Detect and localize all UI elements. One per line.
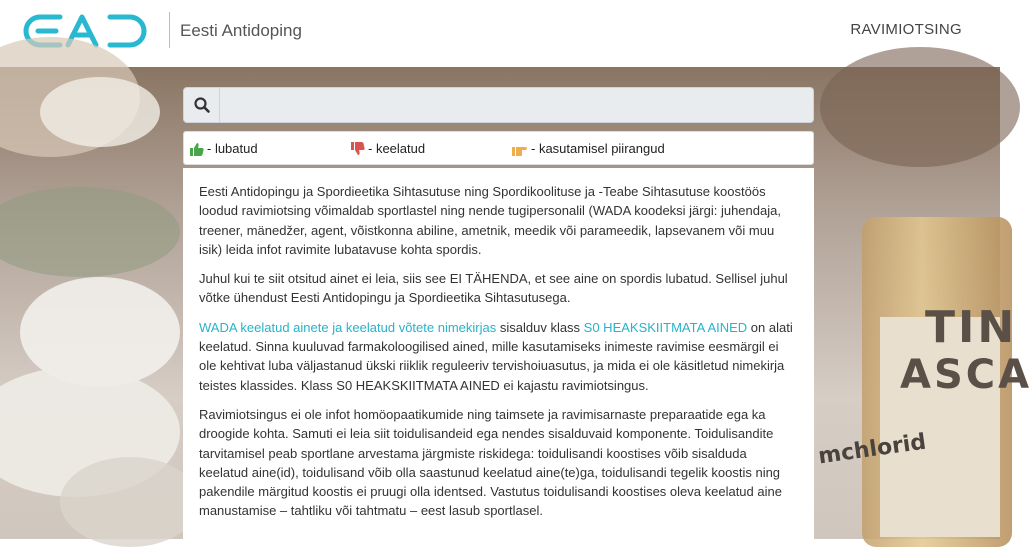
info-paragraph-3 xyxy=(199,318,798,395)
info-paragraph-4: Ravimiotsingus ei ole infot homöopaatikumide ning taimsete ja ravimisarnaste preparaatide ega ka droogide kohta. Samuti ei leia siit toidulisandeid ega nendes sisalduvaid komponente. Toidulisandite tarvitamisel peab sportlane arvestama järgmiste riskidega: toidulisandi koostises võib sisalduda keelatud aine(id), toidulisand võib olla saastunud keelatud aine(te)ga, toidulisandi tegelik koostis ning pakendile märgitud koostis ei pruugi olla identsed. Vastutus toidulisandi koostises oleva keelatud aine manustamise – tahtliku või tahtmatu – eest lasub sportlasel. xyxy=(199,406,782,519)
nav-ravimiotsing[interactable]: RAVIMIOTSING xyxy=(850,21,962,38)
legend-prohibited-label: - keelatud xyxy=(368,141,426,156)
site-header xyxy=(0,0,1000,67)
legend-prohibited xyxy=(351,141,425,156)
info-card xyxy=(183,168,814,548)
thumbs-up-icon xyxy=(190,142,204,156)
brand-name[interactable]: Eesti Antidoping xyxy=(180,21,302,40)
p3-rest-text: on alati keelatud. Sinna kuuluvad farmakoloogilised ained, mille kasutamiseks inimeste ravimise eesmärgil ei ole kehtivat luba väljastanud ükski riiklik reguleeriv tervishoiuasutus, ja mida ei ole käsitletud nimekirja teistes klassides. Klass S0 HEAKSKIITMATA AINED ei kajastu ravimiotsingus. xyxy=(199,319,793,393)
info-paragraph-2: Juhul kui te siit otsitud ainet ei leia, siis see EI TÄHENDA, et see aine on spordis lubatud. Sellisel juhul võtke ühendust Eesti Antidopingu ja Spordieetika Sihtasutusega. xyxy=(199,271,788,306)
p3-mid-text: sisalduv klass xyxy=(496,319,584,335)
wada-list-link[interactable]: WADA keelatud ainete ja keelatud võtete nimekirjas xyxy=(199,319,497,335)
bottle-text-3: mchlorid xyxy=(816,429,928,470)
bottle-text-1: TIN xyxy=(925,302,1018,353)
search-input[interactable] xyxy=(221,88,813,122)
search-button[interactable] xyxy=(184,88,220,122)
legend-allowed xyxy=(190,141,258,156)
search-icon xyxy=(194,97,210,113)
legend-restricted-label: - kasutamisel piirangud xyxy=(531,141,665,156)
logo-divider xyxy=(169,12,170,48)
thumbs-down-icon xyxy=(351,142,365,156)
legend-restricted xyxy=(512,141,665,156)
legend xyxy=(183,131,814,165)
info-paragraph-1: Eesti Antidopingu ja Spordieetika Sihtasutuse ning Spordikoolituse ja -Teabe Sihtasutuse koostöös loodud ravimiotsing võimaldab sportlastel ning nende tugipersonalil (WADA koodeksi järgi: juhendaja, treener, mänedžer, agent, võistkonna abiline, ametnik, meedik või parameedik, lapsevanem või muu isik) leida infot ravimite lubatavuse kohta spordis. xyxy=(199,184,781,257)
search-bar xyxy=(183,87,814,123)
hand-point-icon xyxy=(512,142,528,156)
s0-class-link[interactable]: S0 HEAKSKIITMATA AINED xyxy=(583,319,748,335)
bottle-text-2: ASCA xyxy=(900,352,1032,398)
legend-allowed-label: - lubatud xyxy=(207,141,258,156)
